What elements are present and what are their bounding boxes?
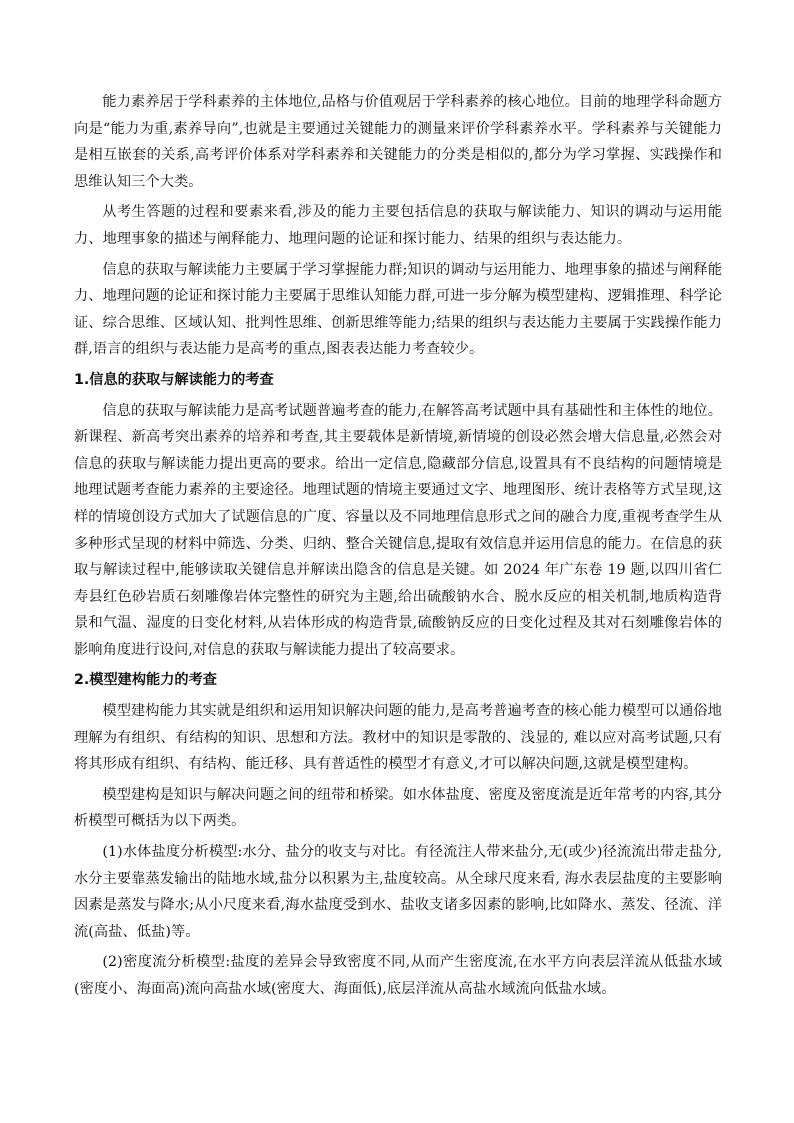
paragraph-intro-2: 从考生答题的过程和要素来看,涉及的能力主要包括信息的获取与解读能力、知识的调动与运用能力、地理事象的描述与阐释能力、地理问题的论证和探讨能力、结果的组织与表达能力。	[74, 204, 722, 247]
paragraph-section-2a: 模型建构能力其实就是组织和运用知识解决问题的能力,是高考普遍考查的核心能力模型可以通俗地理解为有组织、有结构的知识、思想和方法。教材中的知识是零散的、浅显的, 难以应对高考试题,只有将其形成有组织、有结构、能迁移、具有普适性的模型才有意义,才可以解决问题,这就是模型建构。	[74, 703, 722, 773]
paragraph-salinity-model: (1)水体盐度分析模型:水分、盐分的收支与对比。有径流注人带来盐分,无(或少)径流流出带走盐分,水分主要靠蒸发输出的陆地水域,盐分以积累为主,盐度较高。从全球尺度来看, 海水表层盐度的主要影响因素是蒸发与降水;从小尺度来看,海水盐度受到水、盐收支诸多因素的影响,比如降水、蒸发、径流、洋流(高盐、低盐)等。	[74, 844, 722, 940]
paragraph-intro-1: 能力素养居于学科素养的主体地位,品格与价值观居于学科素养的核心地位。目前的地理学科命题方向是“能力为重,素养导向”,也就是主要通过关键能力的测量来评价学科素养水平。学科素养与关键能力是相互嵌套的关系,高考评价体系对学科素养和关键能力的分类是相似的,都分为学习掌握、实践操作和思维认知三个大类。	[74, 94, 722, 190]
paragraph-density-model: (2)密度流分析模型:盐度的差异会导致密度不同,从而产生密度流,在水平方向表层洋流从低盐水域(密度小、海面高)流向高盐水域(密度大、海面低),底层洋流从高盐水域流向低盐水域。	[74, 954, 722, 997]
paragraph-section-2b: 模型建构是知识与解决问题之间的纽带和桥梁。如水体盐度、密度及密度流是近年常考的内容,其分析模型可概括为以下两类。	[74, 786, 722, 830]
section-heading-1: 1.信息的获取与解读能力的考查	[74, 371, 274, 388]
section-heading-2: 2.模型建构能力的考查	[74, 672, 217, 689]
paragraph-section-1: 信息的获取与解读能力是高考试题普遍考查的能力,在解答高考试题中具有基础性和主体性的地位。新课程、新高考突出素养的培养和考查,其主要载体是新情境,新情境的创设必然会增大信息量,必然会对信息的获取与解读能力提出更高的要求。给出一定信息,隐藏部分信息,设置具有不良结构的问题情境是地理试题考查能力素养的主要途径。地理试题的情境主要通过文字、地理图形、统计表格等方式呈现,这样的情境创设方式加大了试题信息的广度、容量以及不同地理信息形式之间的融合力度,重视考查学生从多种形式呈现的材料中筛选、分类、归纳、整合关键信息,提取有效信息并运用信息的能力。在信息的获取与解读过程中,能够读取关键信息并解读出隐含的信息是关键。如 2024 年广东卷 19 题,以四川省仁寿县红色砂岩质石刻雕像岩体完整性的研究为主题,给出硫酸钠水合、脱水反应的相关机制,地质构造背景和气温、湿度的日变化材料,从岩体形成的构造背景,硫酸钠反应的日变化过程及其对石刻雕像岩体的影响角度进行设问,对信息的获取与解读能力提出了较高要求。	[74, 402, 722, 658]
paragraph-intro-3: 信息的获取与解读能力主要属于学习掌握能力群;知识的调动与运用能力、地理事象的描述与阐释能力、地理问题的论证和探讨能力主要属于思维认知能力群,可进一步分解为模型建构、逻辑推理、科学论证、综合思维、区域认知、批判性思维、创新思维等能力;结果的组织与表达能力主要属于实践操作能力群,语言的组织与表达能力是高考的重点,图表表达能力考查较少。	[74, 261, 722, 358]
